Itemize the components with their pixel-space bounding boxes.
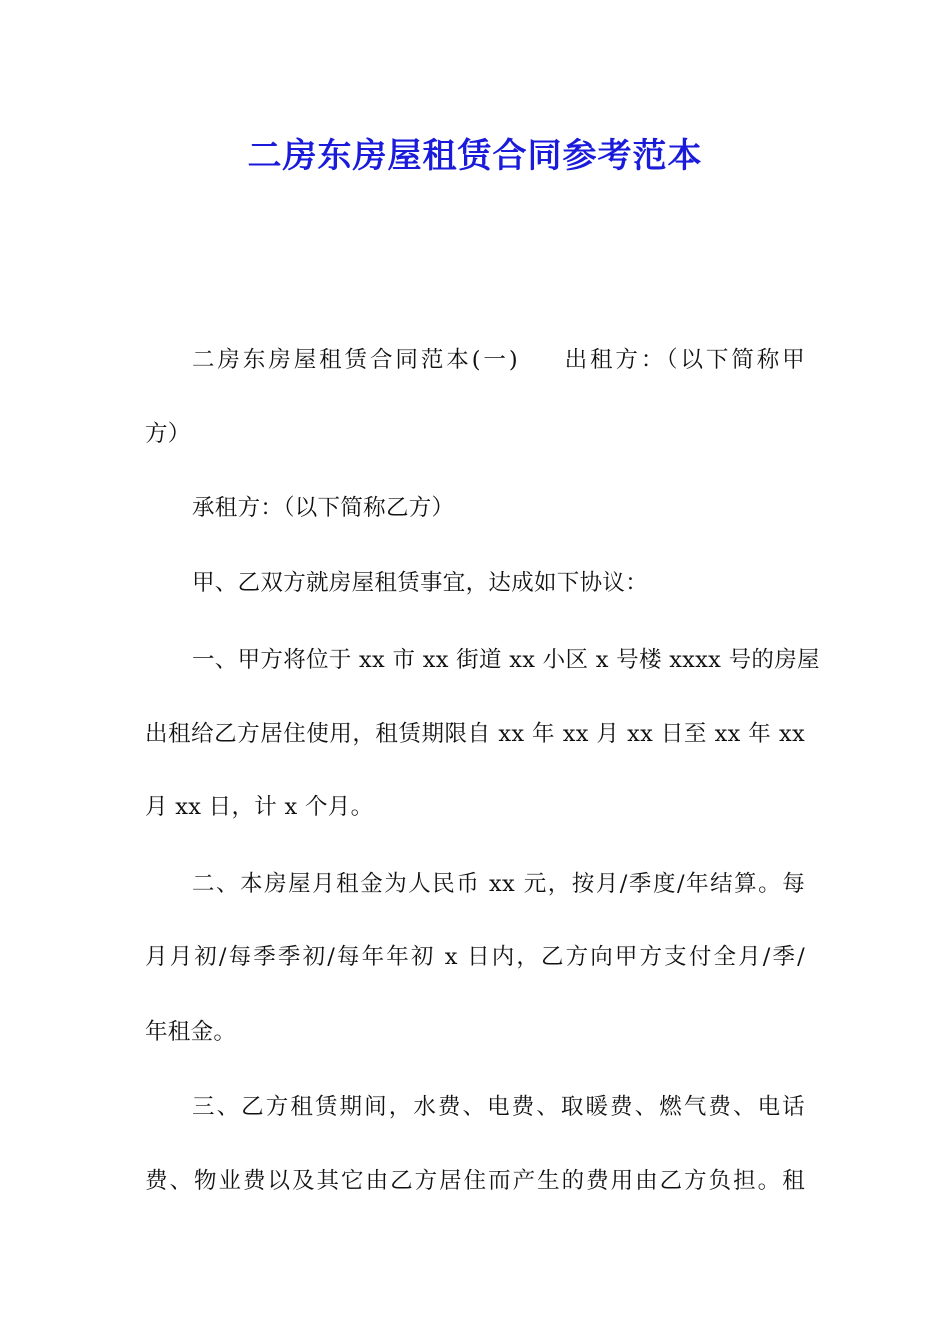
- agreement-intro-line: 甲、乙双方就房屋租赁事宜，达成如下协议：: [192, 570, 649, 596]
- clause-3-line-2: 费、物业费以及其它由乙方居住而产生的费用由乙方负担。租: [145, 1168, 805, 1194]
- clause-2-line-3: 年租金。: [145, 1019, 237, 1045]
- clause-1-line-3: 月 xx 日，计 x 个月。: [145, 794, 374, 820]
- clause-3-line-1: 三、乙方租赁期间，水费、电费、取暖费、燃气费、电话: [192, 1094, 805, 1120]
- lessor-label: 出租方：（以下简称甲: [561, 347, 805, 373]
- document-title: 二房东房屋租赁合同参考范本: [247, 136, 703, 176]
- paragraph-line-2: 方）: [145, 421, 191, 447]
- clause-2-line-1: 二、本房屋月租金为人民币 xx 元，按月/季度/年结算。每: [192, 871, 805, 897]
- clause-2-line-2: 月月初/每季季初/每年年初 x 日内，乙方向甲方支付全月/季/: [145, 944, 805, 970]
- lessee-line: 承租方：（以下简称乙方）: [192, 495, 455, 521]
- clause-1-line-1: 一、甲方将位于 xx 市 xx 街道 xx 小区 x 号楼 xxxx 号的房屋: [192, 647, 820, 673]
- clause-1-line-2: 出租给乙方居住使用，租赁期限自 xx 年 xx 月 xx 日至 xx 年 xx: [145, 721, 805, 747]
- contract-heading: 二房东房屋租赁合同范本(一): [192, 347, 518, 373]
- paragraph-line-1: [192, 344, 805, 376]
